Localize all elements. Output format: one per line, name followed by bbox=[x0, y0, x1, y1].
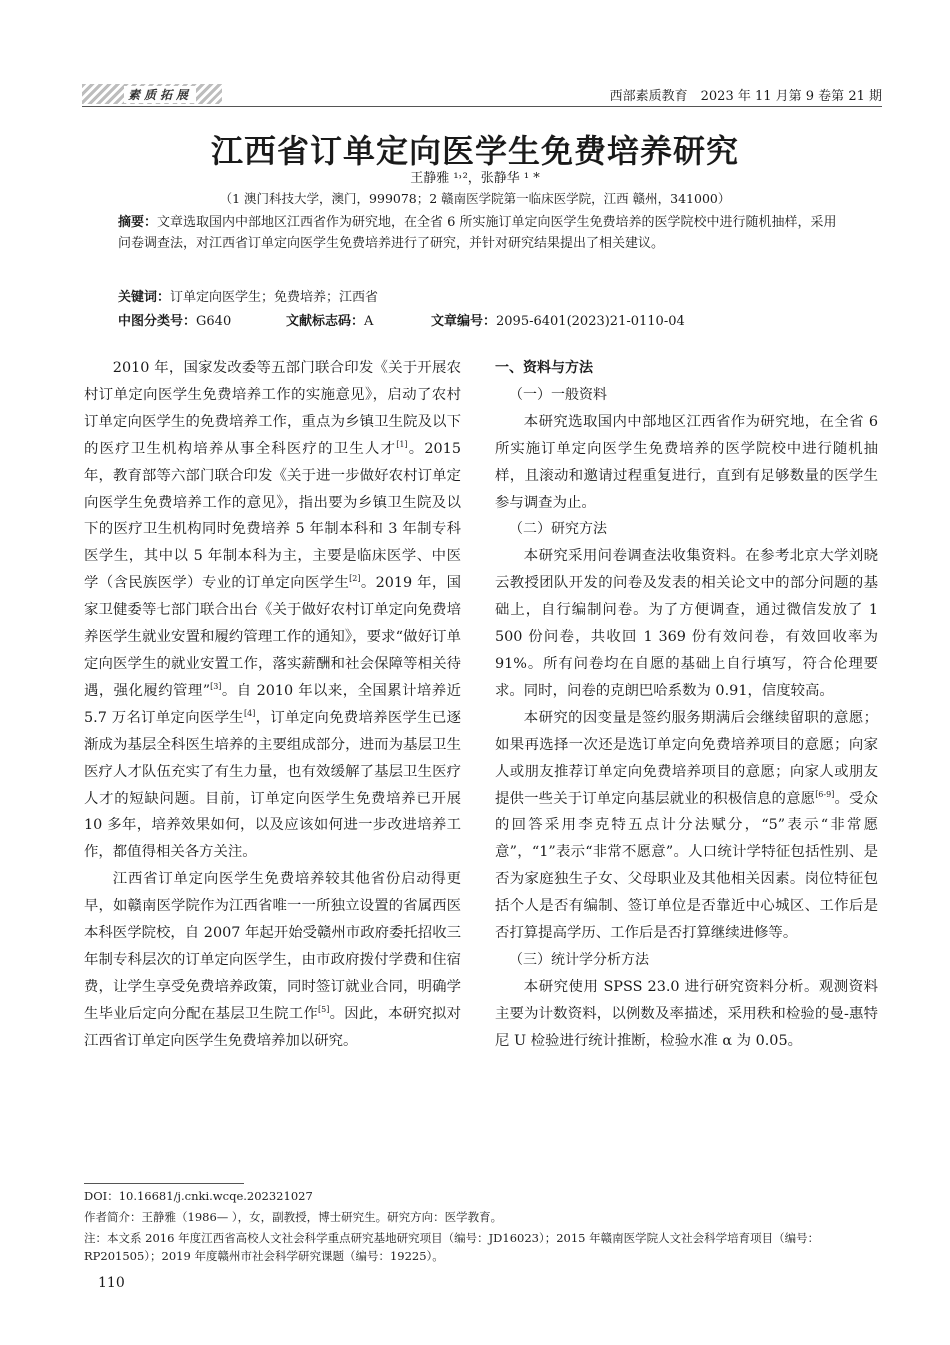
citation[interactable]: [1] bbox=[396, 439, 408, 449]
doi[interactable]: DOI：10.16681/j.cnki.wcqe.202321027 bbox=[84, 1189, 313, 1203]
text: 。受众的回答采用李克特五点计分法赋分，“5”表示“非常愿意”，“1”表示“非常不愿意”。人口统计学特征包括性别、是否为家庭独生子女、父母职业及其他相关因素。岗位特征包括个人是否有编制、签订单位是否靠近中心城区、工作后是否打算提高学历、工作后是否打算继续进修等。 bbox=[495, 790, 878, 942]
paragraph bbox=[84, 355, 461, 866]
section-tab bbox=[82, 84, 222, 104]
journal-info: 西部素质教育 2023 年 11 月第 9 卷第 21 期 bbox=[609, 89, 882, 104]
text: 本研究的因变量是签约服务期满后会继续留职的意愿；如果再选择一次还是选订单定向免费培养项目的意愿；向家人或朋友推荐订单定向免费培养项目的意愿；向家人或朋友提供一些关于订单定向基层就业的积极信息的意愿 bbox=[495, 709, 878, 807]
authors: 王静雅 ¹˒²，张静华 ¹ * bbox=[410, 171, 540, 186]
page-number: 110 bbox=[98, 1275, 125, 1291]
text: ，订单定向免费培养医学生已逐渐成为基层全科医生培养的主要组成部分，进而为基层卫生医疗人才队伍充实了有生力量，也有效缓解了基层卫生医疗人才的短缺问题。目前，订单定向医学生免费培养已开展 10 多年，培养效果如何，以及应该如何进一步改进培养工作，都值得相关各方关注。 bbox=[84, 709, 461, 861]
header-rule bbox=[82, 106, 882, 107]
paragraph: 本研究选取国内中部地区江西省作为研究地，在全省 6 所实施订单定向医学生免费培养的医学院校中进行随机抽样，且滚动和邀请过程重复进行，直到有足够数量的医学生参与调查为止。 bbox=[495, 413, 878, 511]
keywords-label: 关键词： bbox=[118, 290, 171, 305]
keywords-text: 订单定向医学生；免费培养；江西省 bbox=[170, 290, 379, 305]
funding-note: 注：本文系 2016 年度江西省高校人文社会科学重点研究基地研究项目（编号：JD16023）；2015 年赣南医学院人文社会科学培育项目（编号：RP201505）；2019 年度赣州市社会科学研究课题（编号：19225）。 bbox=[84, 1231, 820, 1263]
section-heading: 一、资料与方法 bbox=[495, 360, 593, 376]
text: 。因此，本研究拟对江西省订单定向医学生免费培养加以研究。 bbox=[84, 1005, 461, 1049]
text: 。自 2010 年以来，全国累计培养近 5.7 万名订单定向医学生 bbox=[84, 682, 461, 726]
doc-code-value: A bbox=[364, 314, 374, 329]
affiliation: （1 澳门科技大学，澳门，999078；2 赣南医学院第一临床医学院，江西 赣州，341000） bbox=[219, 191, 731, 206]
right-column bbox=[495, 355, 878, 1055]
keywords bbox=[118, 287, 848, 308]
abstract-text: 文章选取国内中部地区江西省作为研究地，在全省 6 所实施订单定向医学生免费培养的医学院校中进行随机抽样，采用问卷调查法，对江西省订单定向医学生免费培养进行了研究，并针对研究结果提出了相关建议。 bbox=[118, 215, 837, 251]
subsection-heading: （一）一般资料 bbox=[509, 386, 607, 403]
clc bbox=[118, 311, 286, 332]
paragraph bbox=[84, 866, 461, 1054]
article-meta bbox=[118, 311, 848, 332]
text: 。2019 年，国家卫健委等七部门联合出台《关于做好农村订单定向免费培养医学生就业安置和履约管理工作的通知》，要求“做好订单定向医学生的就业安置工作，落实薪酬和社会保障等相关待遇，强化履约管理” bbox=[84, 575, 461, 699]
text: 2010 年，国家发改委等五部门联合印发《关于开展农村订单定向医学生免费培养工作的实施意见》，启动了农村订单定向医学生的免费培养工作，重点为乡镇卫生院及以下的医疗卫生机构培养从事全科医疗的卫生人才 bbox=[84, 360, 461, 457]
article-no-label: 文章编号： bbox=[431, 314, 497, 329]
author-info: 作者简介：王静雅（1986— ），女，副教授，博士研究生。研究方向：医学教育。 bbox=[84, 1210, 503, 1224]
paragraph: 本研究使用 SPSS 23.0 进行研究资料分析。观测资料主要为计数资料，以例数及率描述，采用秩和检验的曼-惠特尼 U 检验进行统计推断，检验水准 α 为 0.05。 bbox=[495, 978, 878, 1049]
section-tag: 素质拓展 bbox=[124, 86, 196, 103]
abstract bbox=[118, 212, 848, 254]
doc-code-label: 文献标志码： bbox=[286, 314, 365, 329]
citation[interactable]: [2] bbox=[349, 574, 361, 584]
text: 。2015 年，教育部等六部门联合印发《关于进一步做好农村订单定向医学生免费培养工作的意见》，指出要为乡镇卫生院及以下的医疗卫生机构同时免费培养 5 年制本科和 3 年制专科医学生，其中以 5 年制本科为主，主要是临床医学、中医学（含民族医学）专业的订单定向医学生 bbox=[84, 440, 461, 592]
subsection-heading: （二）研究方法 bbox=[509, 521, 607, 538]
article-no-value: 2095-6401(2023)21-0110-04 bbox=[496, 314, 685, 329]
clc-value: G640 bbox=[196, 314, 232, 329]
article-title: 江西省订单定向医学生免费培养研究 bbox=[210, 132, 739, 170]
citation[interactable]: [5] bbox=[318, 1004, 330, 1014]
article-no bbox=[431, 311, 685, 332]
paragraph bbox=[495, 705, 878, 947]
subsection-heading: （三）统计学分析方法 bbox=[509, 951, 649, 968]
doc-code bbox=[286, 311, 431, 332]
left-column bbox=[84, 355, 461, 1055]
clc-label: 中图分类号： bbox=[118, 314, 197, 329]
abstract-label: 摘要： bbox=[118, 215, 158, 230]
paragraph: 本研究采用问卷调查法收集资料。在参考北京大学刘晓云教授团队开发的问卷及发表的相关论文中的部分问题的基础上，自行编制问卷。为了方便调查，通过微信发放了 1 500 份问卷，共收回 1 369 份有效问卷，有效回收率为 91%。所有问卷均在自愿的基础上自行填写，符合伦理要求。同时，问卷的克朗巴哈系数为 0.91，信度较高。 bbox=[495, 548, 878, 699]
citation[interactable]: [6-9] bbox=[815, 789, 835, 799]
text: 江西省订单定向医学生免费培养较其他省份启动得更早，如赣南医学院作为江西省唯一一所独立设置的省属西医本科医学院校，自 2007 年起开始受赣州市政府委托招收三年制专科层次的订单定向医学生，由市政府拨付学费和住宿费，让学生享受免费培养政策，同时签订就业合同，明确学生毕业后定向分配在基层卫生院工作 bbox=[84, 871, 461, 1022]
citation[interactable]: [3] bbox=[210, 682, 222, 692]
running-header bbox=[82, 84, 882, 104]
footnote-rule bbox=[84, 1183, 244, 1184]
citation[interactable]: [4] bbox=[243, 708, 256, 718]
